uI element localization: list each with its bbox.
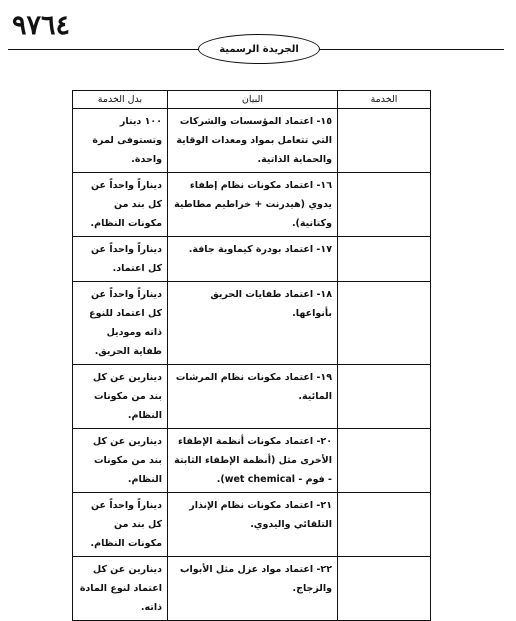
header-fee: بدل الخدمة <box>73 91 168 109</box>
fee-cell: ديناراً واحداً عن كل اعتماد للنوع ذاته وموديل طفاية الحريق. <box>73 282 168 365</box>
statement-cell: ١٦- اعتماد مكونات نظام إطفاء يدوي (هيدرنت + خراطيم مطاطية وكتانية). <box>168 173 338 237</box>
service-cell <box>338 429 431 493</box>
table-row <box>73 365 431 429</box>
service-cell <box>338 173 431 237</box>
statement-cell: ٢١- اعتماد مكونات نظام الإنذار التلقائي واليدوي. <box>168 493 338 557</box>
statement-cell: ١٥- اعتماد المؤسسات والشركات التي تتعامل بمواد ومعدات الوقاية والحماية الذاتية. <box>168 109 338 173</box>
fee-cell: ديناراً واحداً عن كل بند من مكونات النظام. <box>73 493 168 557</box>
table-row <box>73 173 431 237</box>
statement-cell: ١٩- اعتماد مكونات نظام المرشات المائية. <box>168 365 338 429</box>
gazette-title-oval <box>198 34 320 64</box>
statement-cell: ١٨- اعتماد طفايات الحريق بأنواعها. <box>168 282 338 365</box>
page-number: ٩٧٦٤ <box>12 10 71 41</box>
fee-cell: ١٠٠ دينار وتستوفى لمرة واحدة. <box>73 109 168 173</box>
fee-cell: دينارين عن كل بند من مكونات النظام. <box>73 429 168 493</box>
service-cell <box>338 109 431 173</box>
statement-cell: ٢٠- اعتماد مكونات أنظمة الإطفاء الأخرى مثل (أنظمة الإطفاء الثابتة - فوم - wet chemical). <box>168 429 338 493</box>
table-row <box>73 237 431 282</box>
fee-cell: دينارين عن كل اعتماد لنوع المادة ذاته. <box>73 557 168 621</box>
header-statement: البيان <box>168 91 338 109</box>
gazette-title: الجريدة الرسمية <box>219 43 299 55</box>
service-cell <box>338 365 431 429</box>
service-cell <box>338 237 431 282</box>
fee-cell: ديناراً واحداً عن كل بند من مكونات النظام. <box>73 173 168 237</box>
table-row <box>73 282 431 365</box>
fee-cell: دينارين عن كل بند من مكونات النظام. <box>73 365 168 429</box>
table-row <box>73 109 431 173</box>
fees-table <box>72 90 431 621</box>
service-cell <box>338 282 431 365</box>
table-row <box>73 429 431 493</box>
fee-cell: ديناراً واحداً عن كل اعتماد. <box>73 237 168 282</box>
table-row <box>73 493 431 557</box>
header-service: الخدمة <box>338 91 431 109</box>
statement-cell: ١٧- اعتماد بودرة كيماوية جافة. <box>168 237 338 282</box>
table-header-row <box>73 91 431 109</box>
statement-cell: ٢٢- اعتماد مواد عزل مثل الأبواب والزجاج. <box>168 557 338 621</box>
service-cell <box>338 493 431 557</box>
